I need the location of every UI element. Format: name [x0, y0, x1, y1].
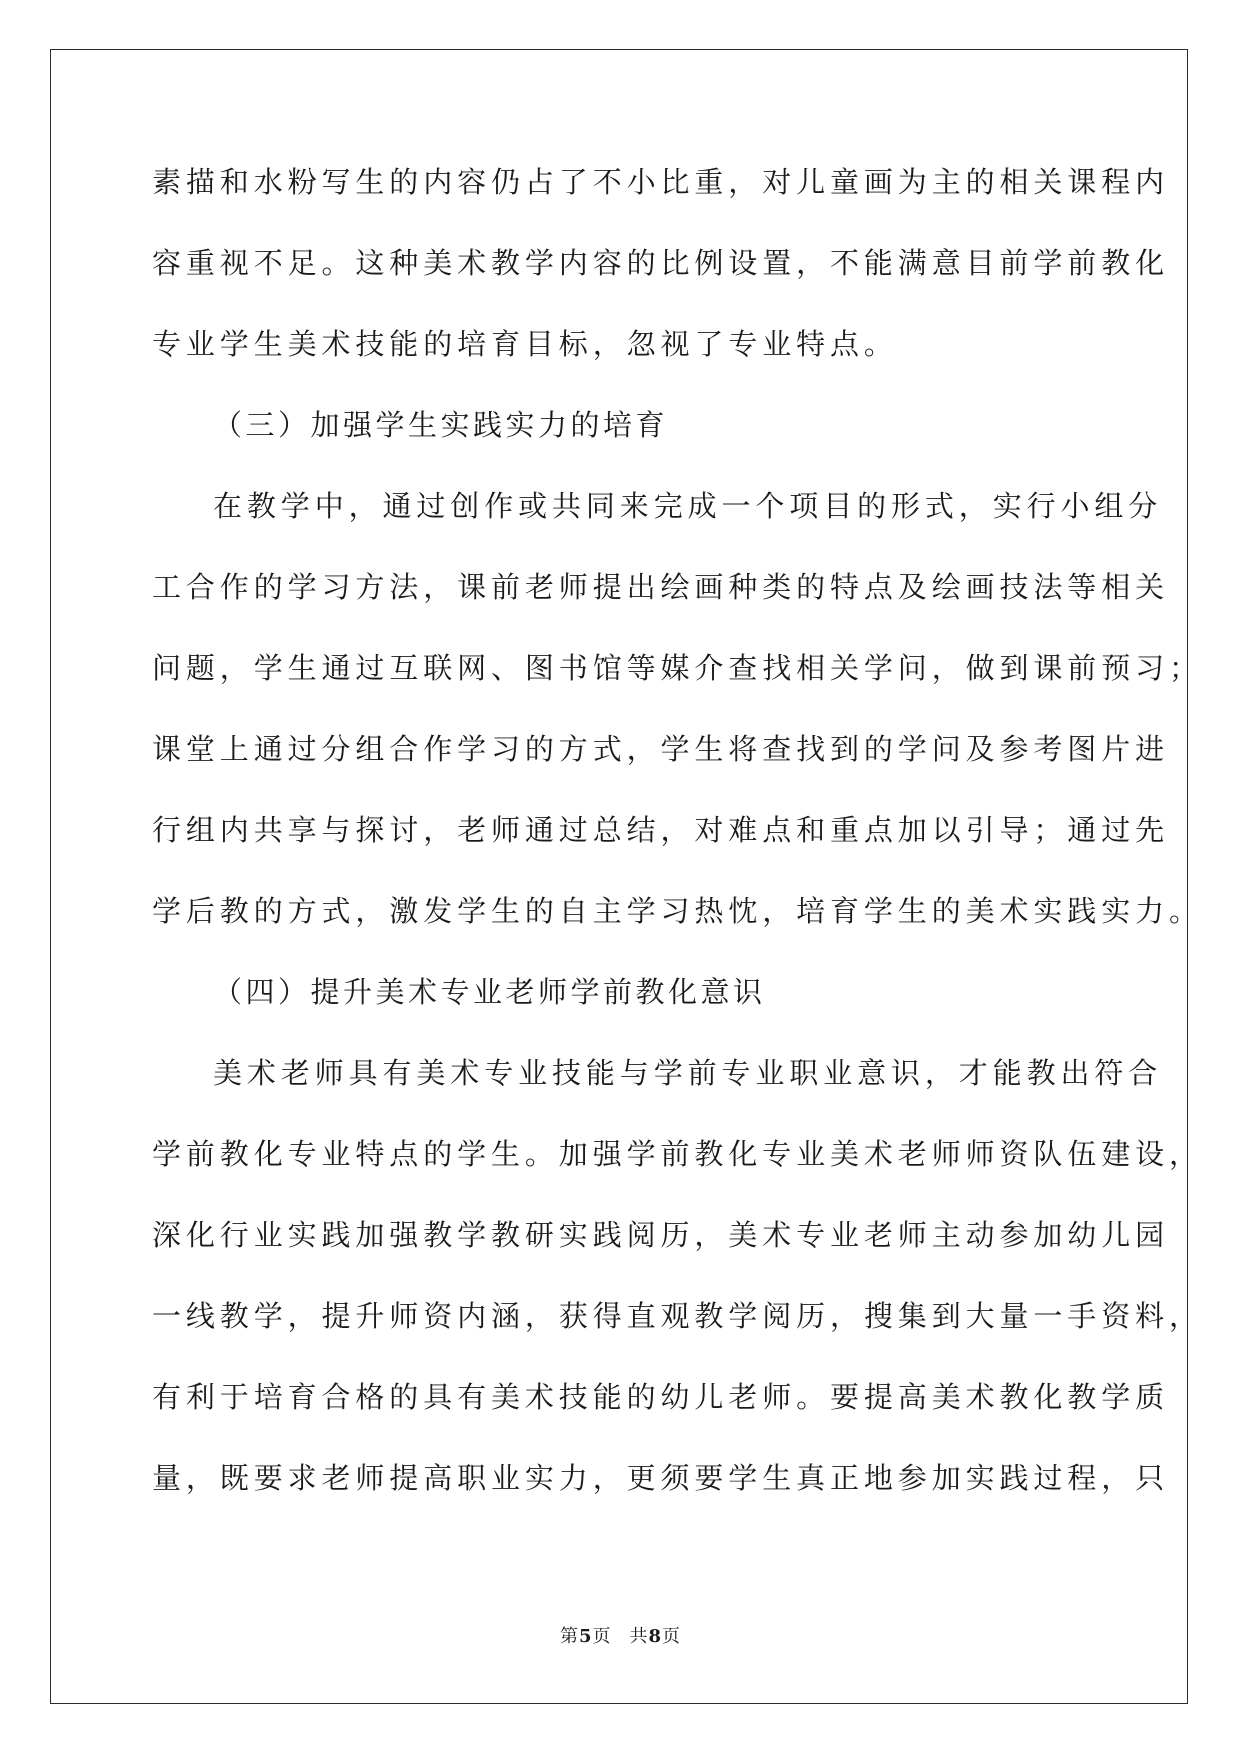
text-line-5: 在教学中，通过创作或共同来完成一个项目的形式，实行小组分	[213, 489, 1163, 523]
text-line-8: 课堂上通过分组合作学习的方式，学生将查找到的学问及参考图片进	[152, 732, 1170, 766]
text-line-10: 学后教的方式，激发学生的自主学习热忱，培育学生的美术实践实力。	[152, 894, 1203, 928]
text-line-13: 学前教化专业特点的学生。加强学前教化专业美术老师师资队伍建设，	[152, 1137, 1203, 1171]
document-body	[152, 162, 1203, 1539]
section-heading-4: （四）提升美术专业老师学前教化意识	[213, 975, 766, 1009]
page-suffix: 页	[592, 1626, 612, 1647]
text-line-2: 容重视不足。这种美术教学内容的比例设置，不能满意目前学前教化	[152, 246, 1170, 280]
section-heading-3: （三）加强学生实践实力的培育	[213, 408, 669, 442]
total-pages: 8	[648, 1626, 663, 1647]
text-line-17: 量，既要求老师提高职业实力，更须要学生真正地参加实践过程，只	[152, 1461, 1170, 1495]
page-footer	[0, 1622, 1241, 1648]
text-line-6: 工合作的学习方法，课前老师提出绘画种类的特点及绘画技法等相关	[152, 570, 1170, 604]
page-prefix: 第	[559, 1626, 579, 1647]
text-line-3: 专业学生美术技能的培育目标，忽视了专业特点。	[152, 327, 898, 361]
text-line-1: 素描和水粉写生的内容仍占了不小比重，对儿童画为主的相关课程内	[152, 165, 1170, 199]
text-line-7: 问题，学生通过互联网、图书馆等媒介查找相关学问，做到课前预习；	[152, 651, 1203, 685]
page-number: 5	[578, 1626, 593, 1647]
text-line-14: 深化行业实践加强教学教研实践阅历，美术专业老师主动参加幼儿园	[152, 1218, 1170, 1252]
text-line-15: 一线教学，提升师资内涵，获得直观教学阅历，搜集到大量一手资料，	[152, 1299, 1203, 1333]
total-suffix: 页	[662, 1626, 682, 1647]
text-line-12: 美术老师具有美术专业技能与学前专业职业意识，才能教出符合	[213, 1056, 1163, 1090]
total-prefix: 共	[629, 1626, 649, 1647]
text-line-9: 行组内共享与探讨，老师通过总结，对难点和重点加以引导；通过先	[152, 813, 1170, 847]
text-line-16: 有利于培育合格的具有美术技能的幼儿老师。要提高美术教化教学质	[152, 1380, 1170, 1414]
